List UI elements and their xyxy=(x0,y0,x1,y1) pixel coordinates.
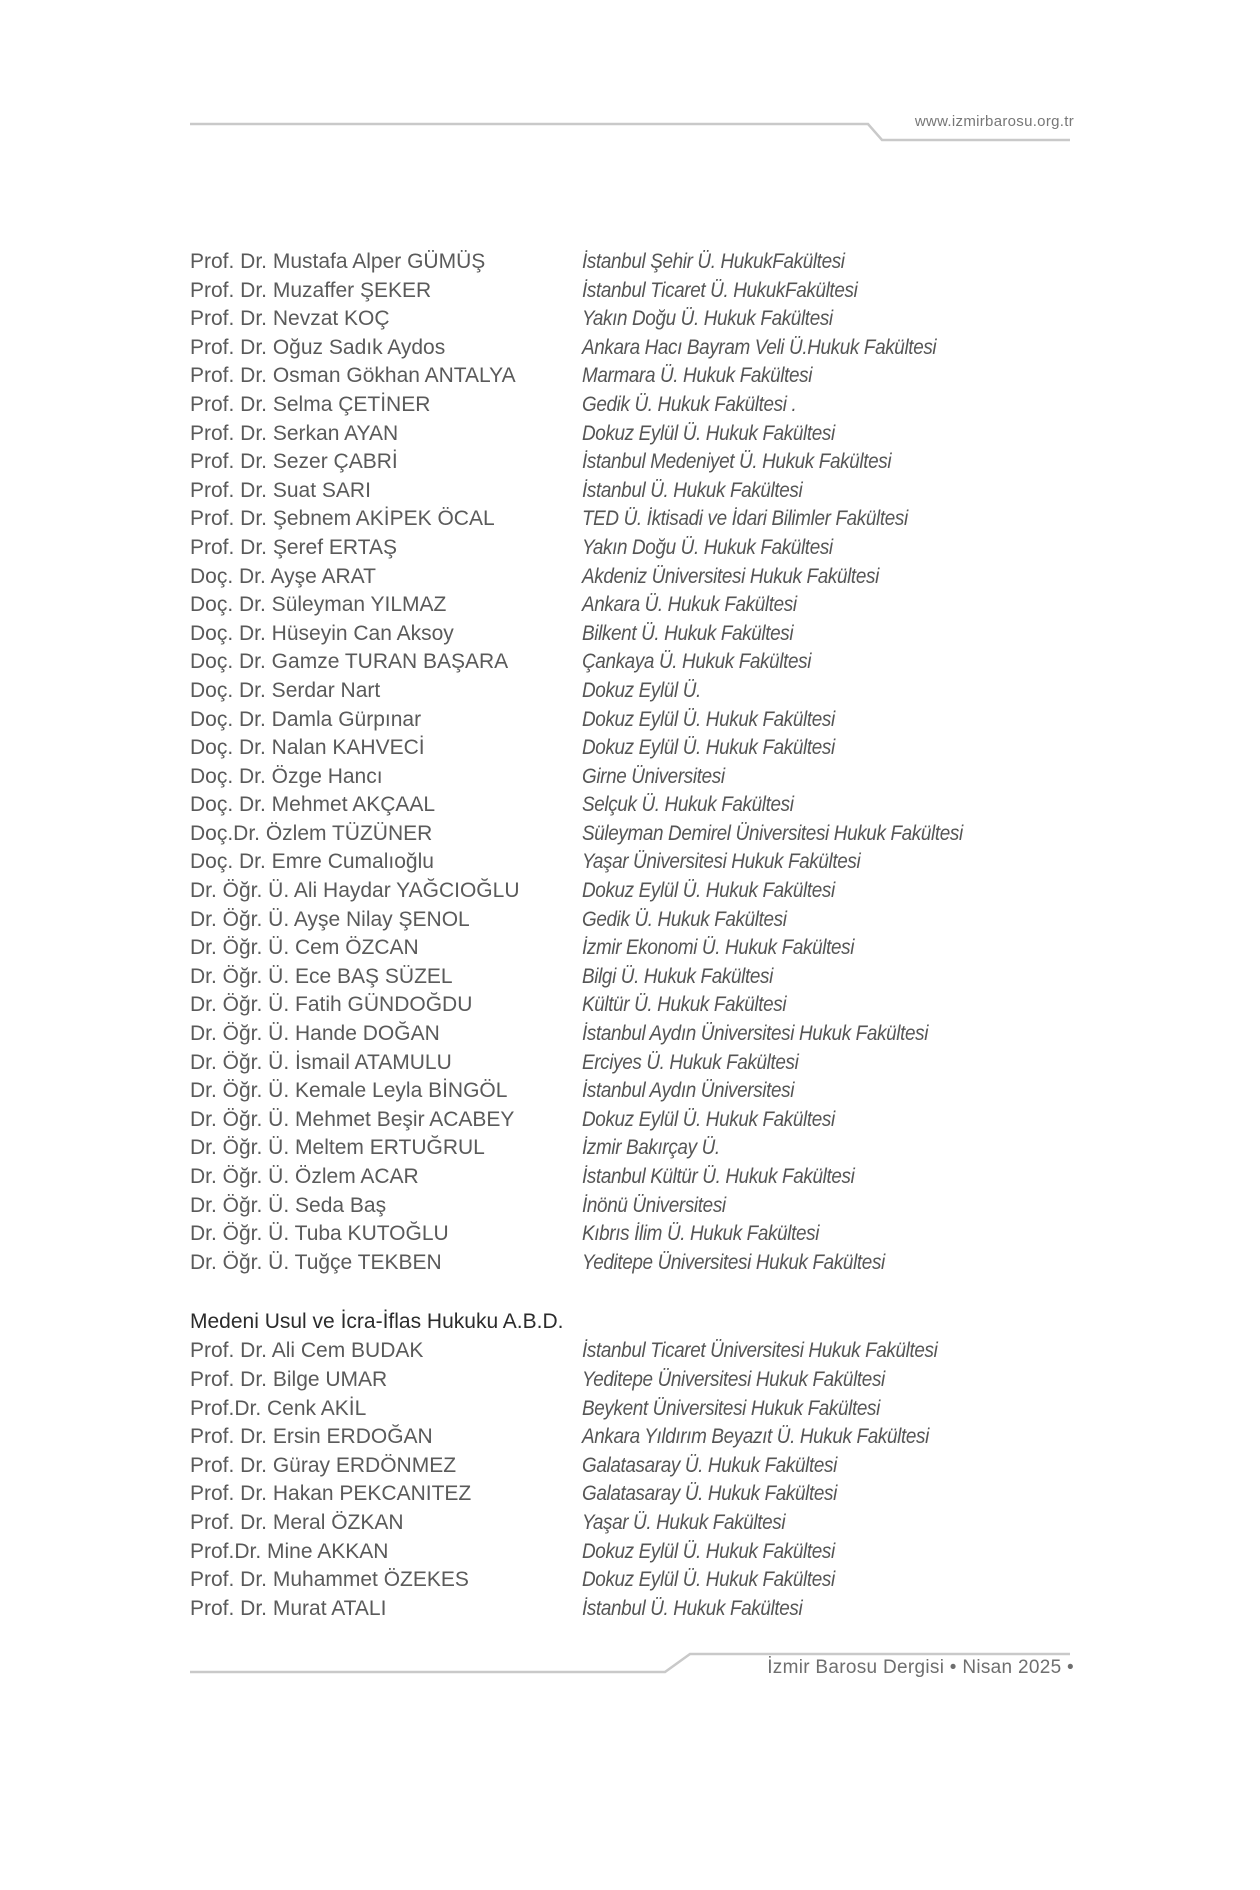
member-institution: İstanbul Medeniyet Ü. Hukuk Fakültesi xyxy=(582,450,892,474)
list-item xyxy=(190,1134,1090,1163)
list-item xyxy=(190,362,1090,391)
list-item xyxy=(190,1249,1090,1278)
list-item xyxy=(190,820,1090,849)
member-name: Prof. Dr. Güray ERDÖNMEZ xyxy=(190,1453,457,1477)
member-name: Prof.Dr. Cenk AKİL xyxy=(190,1396,367,1420)
member-name: Dr. Öğr. Ü. Kemale Leyla BİNGÖL xyxy=(190,1079,508,1103)
member-name: Prof. Dr. Murat ATALI xyxy=(190,1596,387,1620)
member-institution: Ankara Yıldırım Beyazıt Ü. Hukuk Fakültesi xyxy=(582,1425,929,1449)
member-name: Doç. Dr. Özge Hancı xyxy=(190,764,383,788)
member-name: Dr. Öğr. Ü. Tuğçe TEKBEN xyxy=(190,1250,442,1274)
list-item xyxy=(190,1395,1090,1424)
member-name: Prof. Dr. Muhammet ÖZEKES xyxy=(190,1568,469,1592)
member-institution: Erciyes Ü. Hukuk Fakültesi xyxy=(582,1050,799,1074)
member-name: Prof. Dr. Osman Gökhan ANTALYA xyxy=(190,364,516,388)
member-name: Doç. Dr. Mehmet AKÇAAL xyxy=(190,793,436,817)
list-item xyxy=(190,934,1090,963)
member-institution: Gedik Ü. Hukuk Fakültesi xyxy=(582,907,787,931)
list-item xyxy=(190,648,1090,677)
list-item xyxy=(190,848,1090,877)
member-name: Dr. Öğr. Ü. Seda Baş xyxy=(190,1193,387,1217)
member-name: Dr. Öğr. Ü. Mehmet Beşir ACABEY xyxy=(190,1107,515,1131)
member-list-primary xyxy=(190,248,1090,1277)
member-name: Prof. Dr. Selma ÇETİNER xyxy=(190,392,431,416)
list-item xyxy=(190,963,1090,992)
member-institution: İstanbul Ü. Hukuk Fakültesi xyxy=(582,1596,803,1620)
list-item xyxy=(190,277,1090,306)
member-name: Dr. Öğr. Ü. Tuba KUTOĞLU xyxy=(190,1222,449,1246)
list-item xyxy=(190,534,1090,563)
member-institution: Galatasaray Ü. Hukuk Fakültesi xyxy=(582,1453,837,1477)
member-name: Prof. Dr. Ersin ERDOĞAN xyxy=(190,1425,433,1449)
member-institution: İzmir Bakırçay Ü. xyxy=(582,1136,720,1160)
list-item xyxy=(190,1509,1090,1538)
list-item xyxy=(190,448,1090,477)
member-name: Dr. Öğr. Ü. Ece BAŞ SÜZEL xyxy=(190,964,453,988)
list-item xyxy=(190,734,1090,763)
member-institution: İstanbul Aydın Üniversitesi Hukuk Fakültesi xyxy=(582,1022,929,1046)
member-name: Doç. Dr. Gamze TURAN BAŞARA xyxy=(190,650,509,674)
member-institution: İnönü Üniversitesi xyxy=(582,1193,726,1217)
member-institution: Gedik Ü. Hukuk Fakültesi . xyxy=(582,392,797,416)
member-institution: Bilgi Ü. Hukuk Fakültesi xyxy=(582,964,773,988)
member-name: Prof. Dr. Şebnem AKİPEK ÖCAL xyxy=(190,507,495,531)
list-item xyxy=(190,420,1090,449)
list-item xyxy=(190,706,1090,735)
member-institution: Marmara Ü. Hukuk Fakültesi xyxy=(582,364,813,388)
member-name: Prof. Dr. Serkan AYAN xyxy=(190,421,399,445)
member-name: Dr. Öğr. Ü. Hande DOĞAN xyxy=(190,1022,440,1046)
list-item xyxy=(190,1480,1090,1509)
member-name: Prof. Dr. Oğuz Sadık Aydos xyxy=(190,335,446,359)
member-name: Doç. Dr. Süleyman YILMAZ xyxy=(190,593,447,617)
member-institution: Bilkent Ü. Hukuk Fakültesi xyxy=(582,621,794,645)
member-name: Doç. Dr. Hüseyin Can Aksoy xyxy=(190,621,454,645)
list-item xyxy=(190,1337,1090,1366)
member-name: Doç.Dr. Özlem TÜZÜNER xyxy=(190,821,433,845)
list-item xyxy=(190,1452,1090,1481)
list-item xyxy=(190,391,1090,420)
list-item xyxy=(190,1538,1090,1567)
member-institution: Ankara Hacı Bayram Veli Ü.Hukuk Fakültesi xyxy=(582,335,937,359)
member-institution: Dokuz Eylül Ü. xyxy=(582,678,701,702)
member-institution: Dokuz Eylül Ü. Hukuk Fakültesi xyxy=(582,1539,835,1563)
member-name: Dr. Öğr. Ü. Meltem ERTUĞRUL xyxy=(190,1136,485,1160)
list-item xyxy=(190,477,1090,506)
member-name: Doç. Dr. Emre Cumalıoğlu xyxy=(190,850,434,874)
list-item xyxy=(190,677,1090,706)
member-institution: Girne Üniversitesi xyxy=(582,764,725,788)
member-name: Doç. Dr. Ayşe ARAT xyxy=(190,564,376,588)
member-institution: Beykent Üniversitesi Hukuk Fakültesi xyxy=(582,1396,880,1420)
member-institution: Yakın Doğu Ü. Hukuk Fakültesi xyxy=(582,307,833,331)
member-institution: Yeditepe Üniversitesi Hukuk Fakültesi xyxy=(582,1250,885,1274)
member-institution: Dokuz Eylül Ü. Hukuk Fakültesi xyxy=(582,1107,835,1131)
member-list-content xyxy=(190,248,1090,1623)
member-name: Dr. Öğr. Ü. Özlem ACAR xyxy=(190,1165,419,1188)
list-item xyxy=(190,1595,1090,1624)
member-institution: Galatasaray Ü. Hukuk Fakültesi xyxy=(582,1482,837,1506)
list-item xyxy=(190,1566,1090,1595)
list-item xyxy=(190,906,1090,935)
member-institution: İstanbul Kültür Ü. Hukuk Fakültesi xyxy=(582,1165,855,1188)
member-institution: Dokuz Eylül Ü. Hukuk Fakültesi xyxy=(582,1568,835,1592)
member-name: Prof. Dr. Muzaffer ŞEKER xyxy=(190,278,432,302)
list-item xyxy=(190,1020,1090,1049)
header-url: www.izmirbarosu.org.tr xyxy=(914,113,1074,130)
list-item xyxy=(190,620,1090,649)
member-institution: Kıbrıs İlim Ü. Hukuk Fakültesi xyxy=(582,1222,820,1246)
member-list-civil-procedure xyxy=(190,1337,1090,1623)
member-name: Prof. Dr. Meral ÖZKAN xyxy=(190,1510,404,1534)
list-item xyxy=(190,1106,1090,1135)
member-name: Prof. Dr. Hakan PEKCANITEZ xyxy=(190,1482,472,1506)
member-institution: İstanbul Şehir Ü. HukukFakültesi xyxy=(582,250,845,273)
member-name: Prof. Dr. Sezer ÇABRİ xyxy=(190,450,398,474)
member-institution: Dokuz Eylül Ü. Hukuk Fakültesi xyxy=(582,707,835,731)
member-institution: Yakın Doğu Ü. Hukuk Fakültesi xyxy=(582,535,833,559)
member-institution: İstanbul Ticaret Ü. HukukFakültesi xyxy=(582,278,858,302)
member-institution: Dokuz Eylül Ü. Hukuk Fakültesi xyxy=(582,421,835,445)
member-institution: Çankaya Ü. Hukuk Fakültesi xyxy=(582,650,812,674)
list-item xyxy=(190,248,1090,277)
member-institution: İzmir Ekonomi Ü. Hukuk Fakültesi xyxy=(582,936,855,960)
section-heading: Medeni Usul ve İcra-İflas Hukuku A.B.D. xyxy=(190,1310,564,1334)
member-name: Dr. Öğr. Ü. Ayşe Nilay ŞENOL xyxy=(190,907,470,931)
member-institution: İstanbul Ticaret Üniversitesi Hukuk Fakültesi xyxy=(582,1339,938,1363)
member-institution: Kültür Ü. Hukuk Fakültesi xyxy=(582,993,787,1017)
member-name: Prof.Dr. Mine AKKAN xyxy=(190,1539,389,1563)
member-institution: Yaşar Ü. Hukuk Fakültesi xyxy=(582,1510,786,1534)
list-item xyxy=(190,591,1090,620)
member-name: Prof. Dr. Suat SARI xyxy=(190,478,371,502)
member-institution: Selçuk Ü. Hukuk Fakültesi xyxy=(582,793,794,817)
list-item xyxy=(190,1192,1090,1221)
member-institution: TED Ü. İktisadi ve İdari Bilimler Fakültesi xyxy=(582,507,908,531)
member-name: Dr. Öğr. Ü. Ali Haydar YAĞCIOĞLU xyxy=(190,879,520,903)
list-item xyxy=(190,763,1090,792)
member-name: Dr. Öğr. Ü. Fatih GÜNDOĞDU xyxy=(190,993,473,1017)
member-institution: İstanbul Aydın Üniversitesi xyxy=(582,1079,795,1103)
member-name: Doç. Dr. Serdar Nart xyxy=(190,678,381,702)
member-name: Dr. Öğr. Ü. Cem ÖZCAN xyxy=(190,936,419,960)
member-institution: Dokuz Eylül Ü. Hukuk Fakültesi xyxy=(582,736,835,760)
list-item xyxy=(190,305,1090,334)
list-item xyxy=(190,505,1090,534)
member-name: Prof. Dr. Nevzat KOÇ xyxy=(190,307,390,331)
member-name: Doç. Dr. Damla Gürpınar xyxy=(190,707,422,731)
member-institution: Ankara Ü. Hukuk Fakültesi xyxy=(582,593,797,617)
member-name: Prof. Dr. Bilge UMAR xyxy=(190,1367,388,1391)
list-item xyxy=(190,1049,1090,1078)
list-item xyxy=(190,1220,1090,1249)
member-name: Dr. Öğr. Ü. İsmail ATAMULU xyxy=(190,1050,452,1074)
member-name: Prof. Dr. Ali Cem BUDAK xyxy=(190,1339,424,1363)
member-institution: İstanbul Ü. Hukuk Fakültesi xyxy=(582,478,803,502)
member-institution: Süleyman Demirel Üniversitesi Hukuk Fakültesi xyxy=(582,821,963,845)
member-institution: Yeditepe Üniversitesi Hukuk Fakültesi xyxy=(582,1367,885,1391)
list-item xyxy=(190,1163,1090,1192)
list-item xyxy=(190,1366,1090,1395)
member-name: Doç. Dr. Nalan KAHVECİ xyxy=(190,736,425,760)
member-institution: Dokuz Eylül Ü. Hukuk Fakültesi xyxy=(582,879,835,903)
footer-text: İzmir Barosu Dergisi • Nisan 2025 • xyxy=(767,1657,1074,1678)
list-item xyxy=(190,877,1090,906)
member-institution: Akdeniz Üniversitesi Hukuk Fakültesi xyxy=(582,564,879,588)
member-institution: Yaşar Üniversitesi Hukuk Fakültesi xyxy=(582,850,861,874)
member-name: Prof. Dr. Şeref ERTAŞ xyxy=(190,535,397,559)
list-item xyxy=(190,1423,1090,1452)
list-item xyxy=(190,991,1090,1020)
member-name: Prof. Dr. Mustafa Alper GÜMÜŞ xyxy=(190,250,486,273)
list-item xyxy=(190,1077,1090,1106)
list-item xyxy=(190,334,1090,363)
list-item xyxy=(190,563,1090,592)
list-item xyxy=(190,791,1090,820)
